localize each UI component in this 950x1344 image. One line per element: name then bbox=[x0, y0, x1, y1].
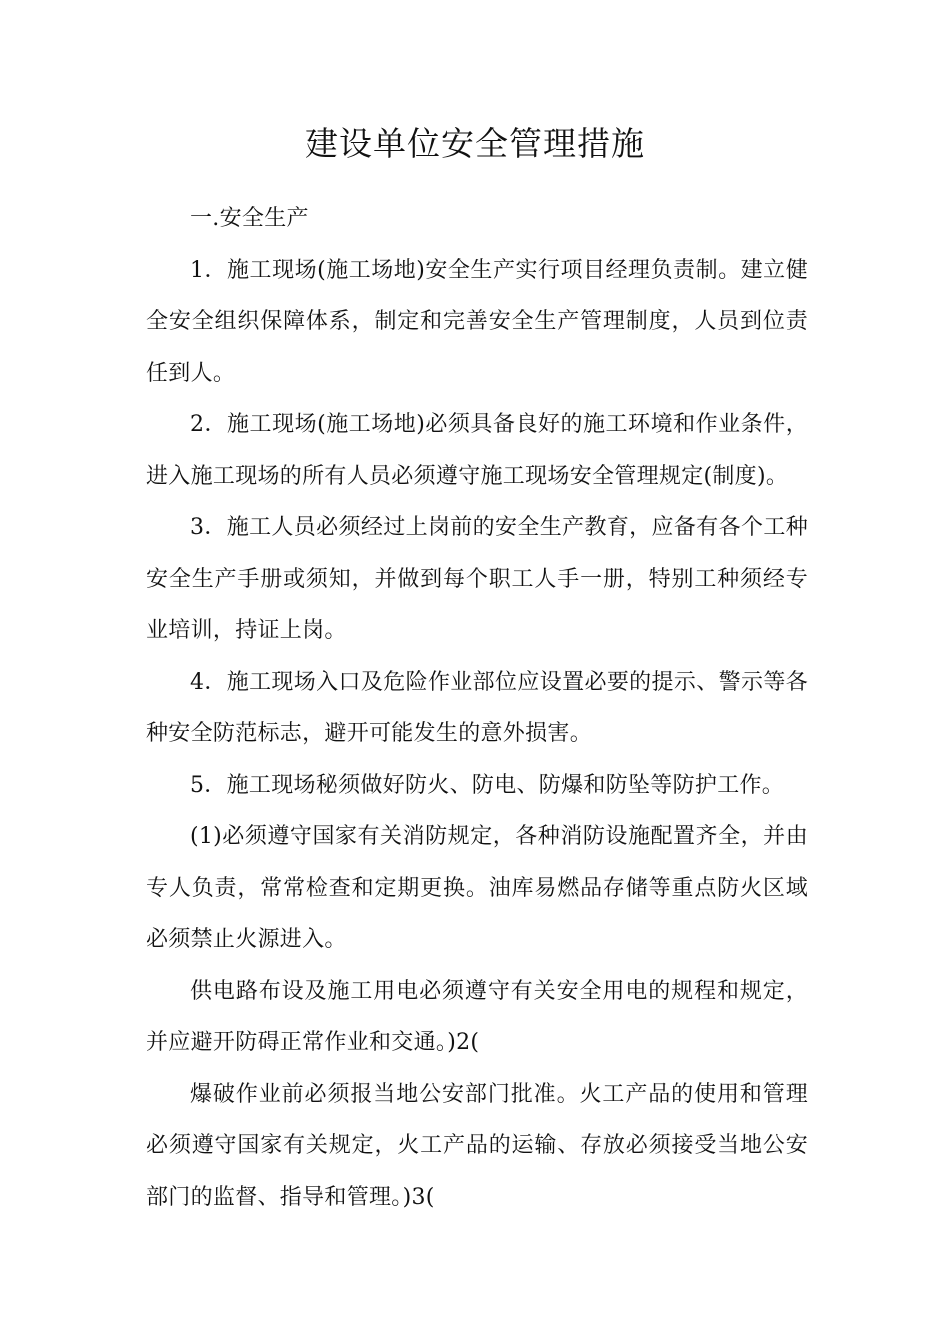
paragraph-item-3: 3．施工人员必须经过上岗前的安全生产教育，应备有各个工种安全生产手册或须知，并做到每个职工人手一册，特别工种须经专业培训，持证上岗。 bbox=[146, 515, 808, 643]
paragraph-sub-1: (1)必须遵守国家有关消防规定，各种消防设施配置齐全，并由专人负责，常常检查和定期更换。油库易燃品存储等重点防火区域必须禁止火源进入。 bbox=[146, 824, 808, 952]
paragraph-sub-2: 供电路布设及施工用电必须遵守有关安全用电的规程和规定，并应避开防碍正常作业和交通。)2( bbox=[146, 978, 808, 1055]
paragraph-item-2: 2．施工现场(施工场地)必须具备良好的施工环境和作业条件，进入施工现场的所有人员必须遵守施工现场安全管理规定(制度)。 bbox=[146, 412, 808, 489]
paragraph-item-4: 4．施工现场入口及危险作业部位应设置必要的提示、警示等各种安全防范标志，避开可能发生的意外损害。 bbox=[146, 669, 808, 746]
section-heading-safety-production: 一.安全生产 bbox=[190, 206, 309, 231]
paragraph-item-1: 1．施工现场(施工场地)安全生产实行项目经理负责制。建立健全安全组织保障体系，制定和完善安全生产管理制度，人员到位责任到人。 bbox=[146, 257, 808, 386]
paragraph-sub-3: 爆破作业前必须报当地公安部门批准。火工产品的使用和管理必须遵守国家有关规定，火工产品的运输、存放必须接受当地公安部门的监督、指导和管理。)3( bbox=[146, 1081, 808, 1210]
document-title: 建设单位安全管理措施 bbox=[305, 124, 645, 163]
document-body bbox=[146, 193, 808, 1223]
paragraph-item-5: 5．施工现场秘须做好防火、防电、防爆和防坠等防护工作。 bbox=[190, 772, 785, 798]
